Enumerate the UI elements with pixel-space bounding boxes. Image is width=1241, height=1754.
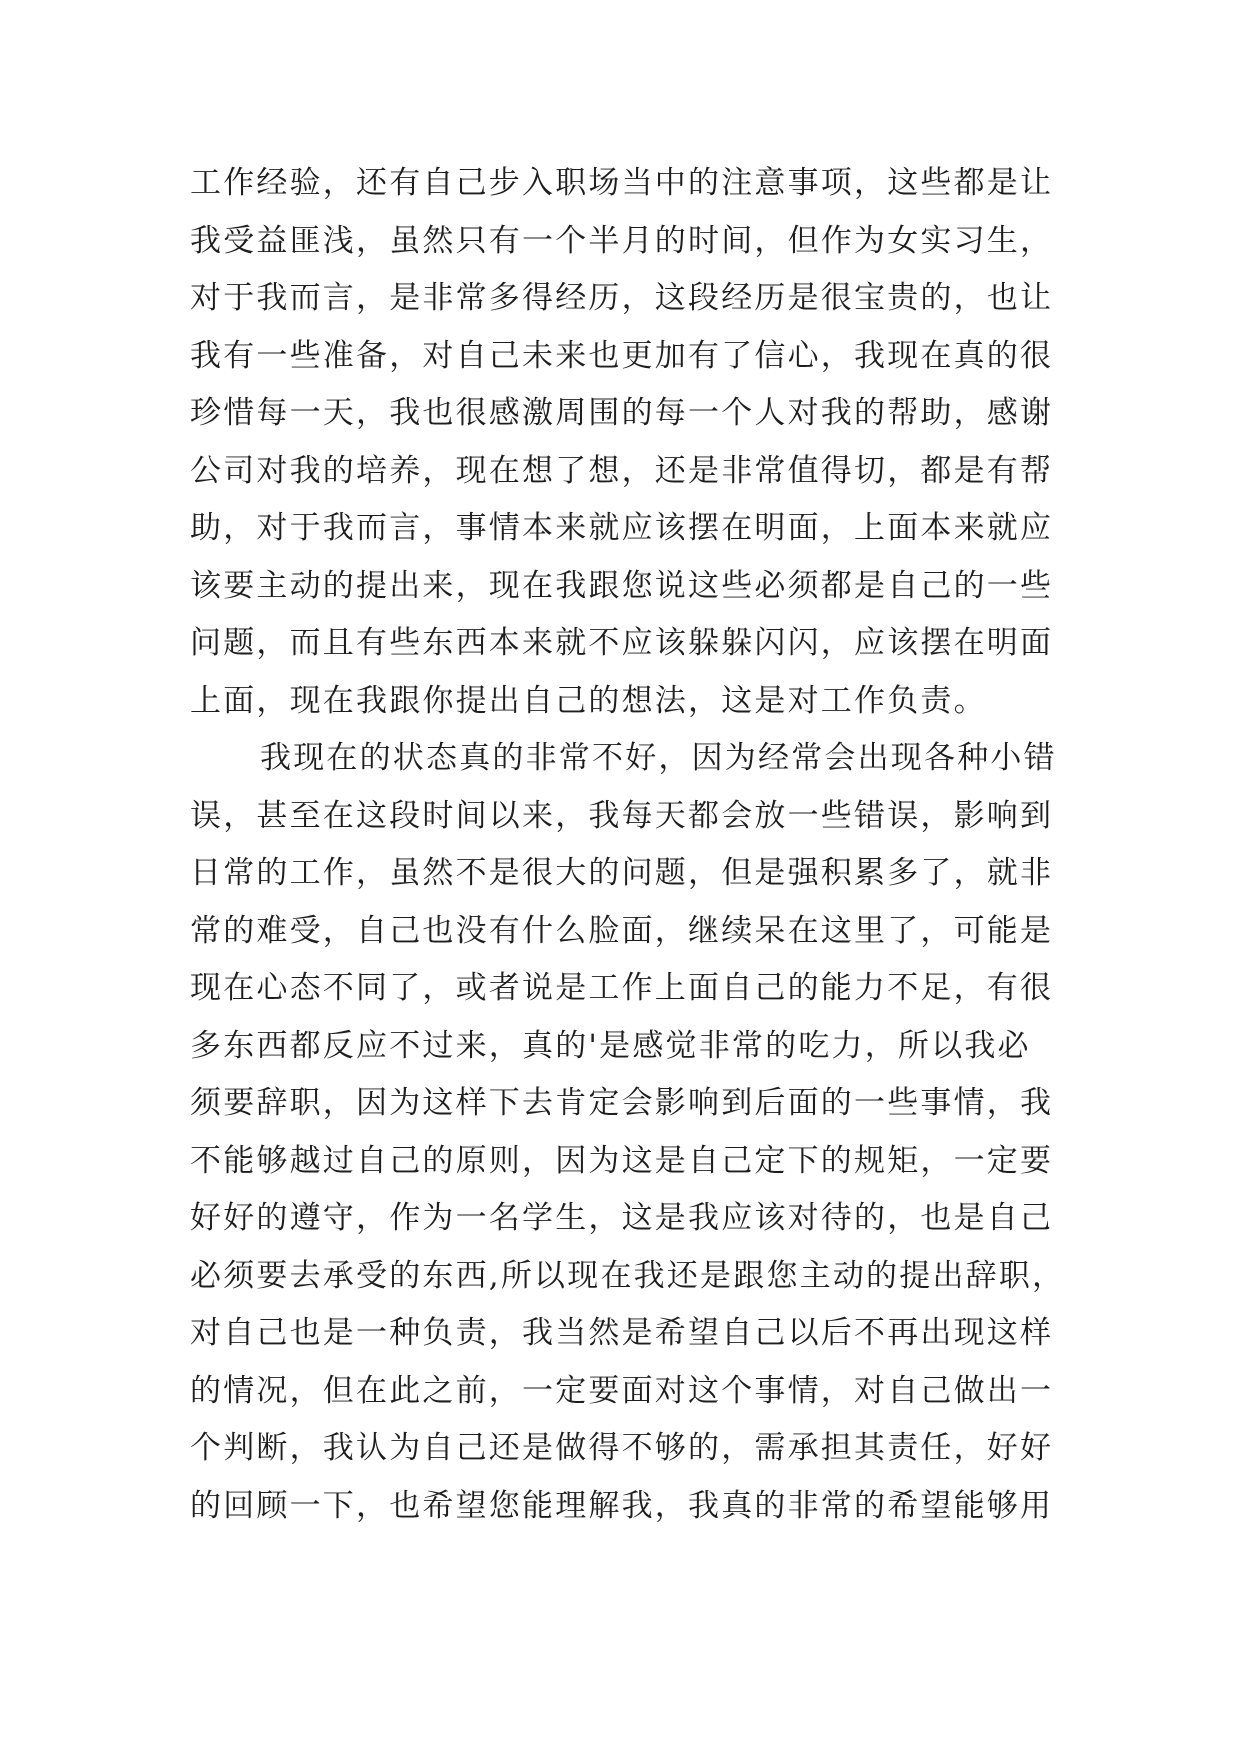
text-line: 对于我而言，是非常多得经历，这段经历是很宝贵的，也让 (190, 280, 1054, 316)
text-line: 珍惜每一天，我也很感激周围的每一个人对我的帮助，感谢 (190, 395, 1054, 431)
text-line: 误，甚至在这段时间以来，我每天都会放一些错误，影响到 (190, 797, 1054, 834)
text-line: 好好的遵守，作为一名学生，这是我应该对待的，也是自己 (190, 1200, 1054, 1236)
text-line: 的情况，但在此之前，一定要面对这个事情，对自己做出一 (190, 1372, 1054, 1409)
text-line: 对自己也是一种负责，我当然是希望自己以后不再出现这样 (190, 1315, 1054, 1351)
text-line: 须要辞职，因为这样下去肯定会影响到后面的一些事情，我 (190, 1085, 1054, 1121)
text-line: 该要主动的提出来，现在我跟您说这些必须都是自己的一些 (190, 567, 1054, 604)
text-line: 我受益匪浅，虽然只有一个半月的时间，但作为女实习生， (190, 222, 1054, 259)
text-line: 工作经验，还有自己步入职场当中的注意事项，这些都是让 (190, 165, 1054, 201)
text-line: 常的难受，自己也没有什么脸面，继续呆在这里了，可能是 (190, 912, 1054, 949)
text-line: 上面，现在我跟你提出自己的想法，这是对工作负责。 (190, 682, 987, 719)
text-line: 公司对我的培养，现在想了想，还是非常值得切，都是有帮 (190, 452, 1054, 489)
text-line: 现在心态不同了，或者说是工作上面自己的能力不足，有很 (190, 970, 1054, 1006)
text-line: 我有一些准备，对自己未来也更加有了信心，我现在真的很 (190, 337, 1054, 374)
text-line: 不能够越过自己的原则，因为这是自己定下的规矩，一定要 (190, 1142, 1054, 1179)
text-line: 多东西都反应不过来，真的'是感觉非常的吃力，所以我必 (190, 1027, 1031, 1064)
text-line: 问题，而且有些东西本来就不应该躲躲闪闪，应该摆在明面 (190, 625, 1054, 661)
text-line: 日常的工作，虽然不是很大的问题，但是强积累多了，就非 (190, 855, 1054, 891)
text-line: 必须要去承受的东西,所以现在我还是跟您主动的提出辞职， (190, 1257, 1066, 1294)
text-line: 助，对于我而言，事情本来就应该摆在明面，上面本来就应 (190, 510, 1054, 546)
body-text (190, 155, 1070, 1535)
text-line: 的回顾一下，也希望您能理解我，我真的非常的希望能够用 (190, 1487, 1054, 1524)
paragraph-start-line: 我现在的状态真的非常不好，因为经常会出现各种小错 (260, 740, 1057, 776)
text-line: 个判断，我认为自己还是做得不够的，需承担其责任，好好 (190, 1430, 1054, 1466)
